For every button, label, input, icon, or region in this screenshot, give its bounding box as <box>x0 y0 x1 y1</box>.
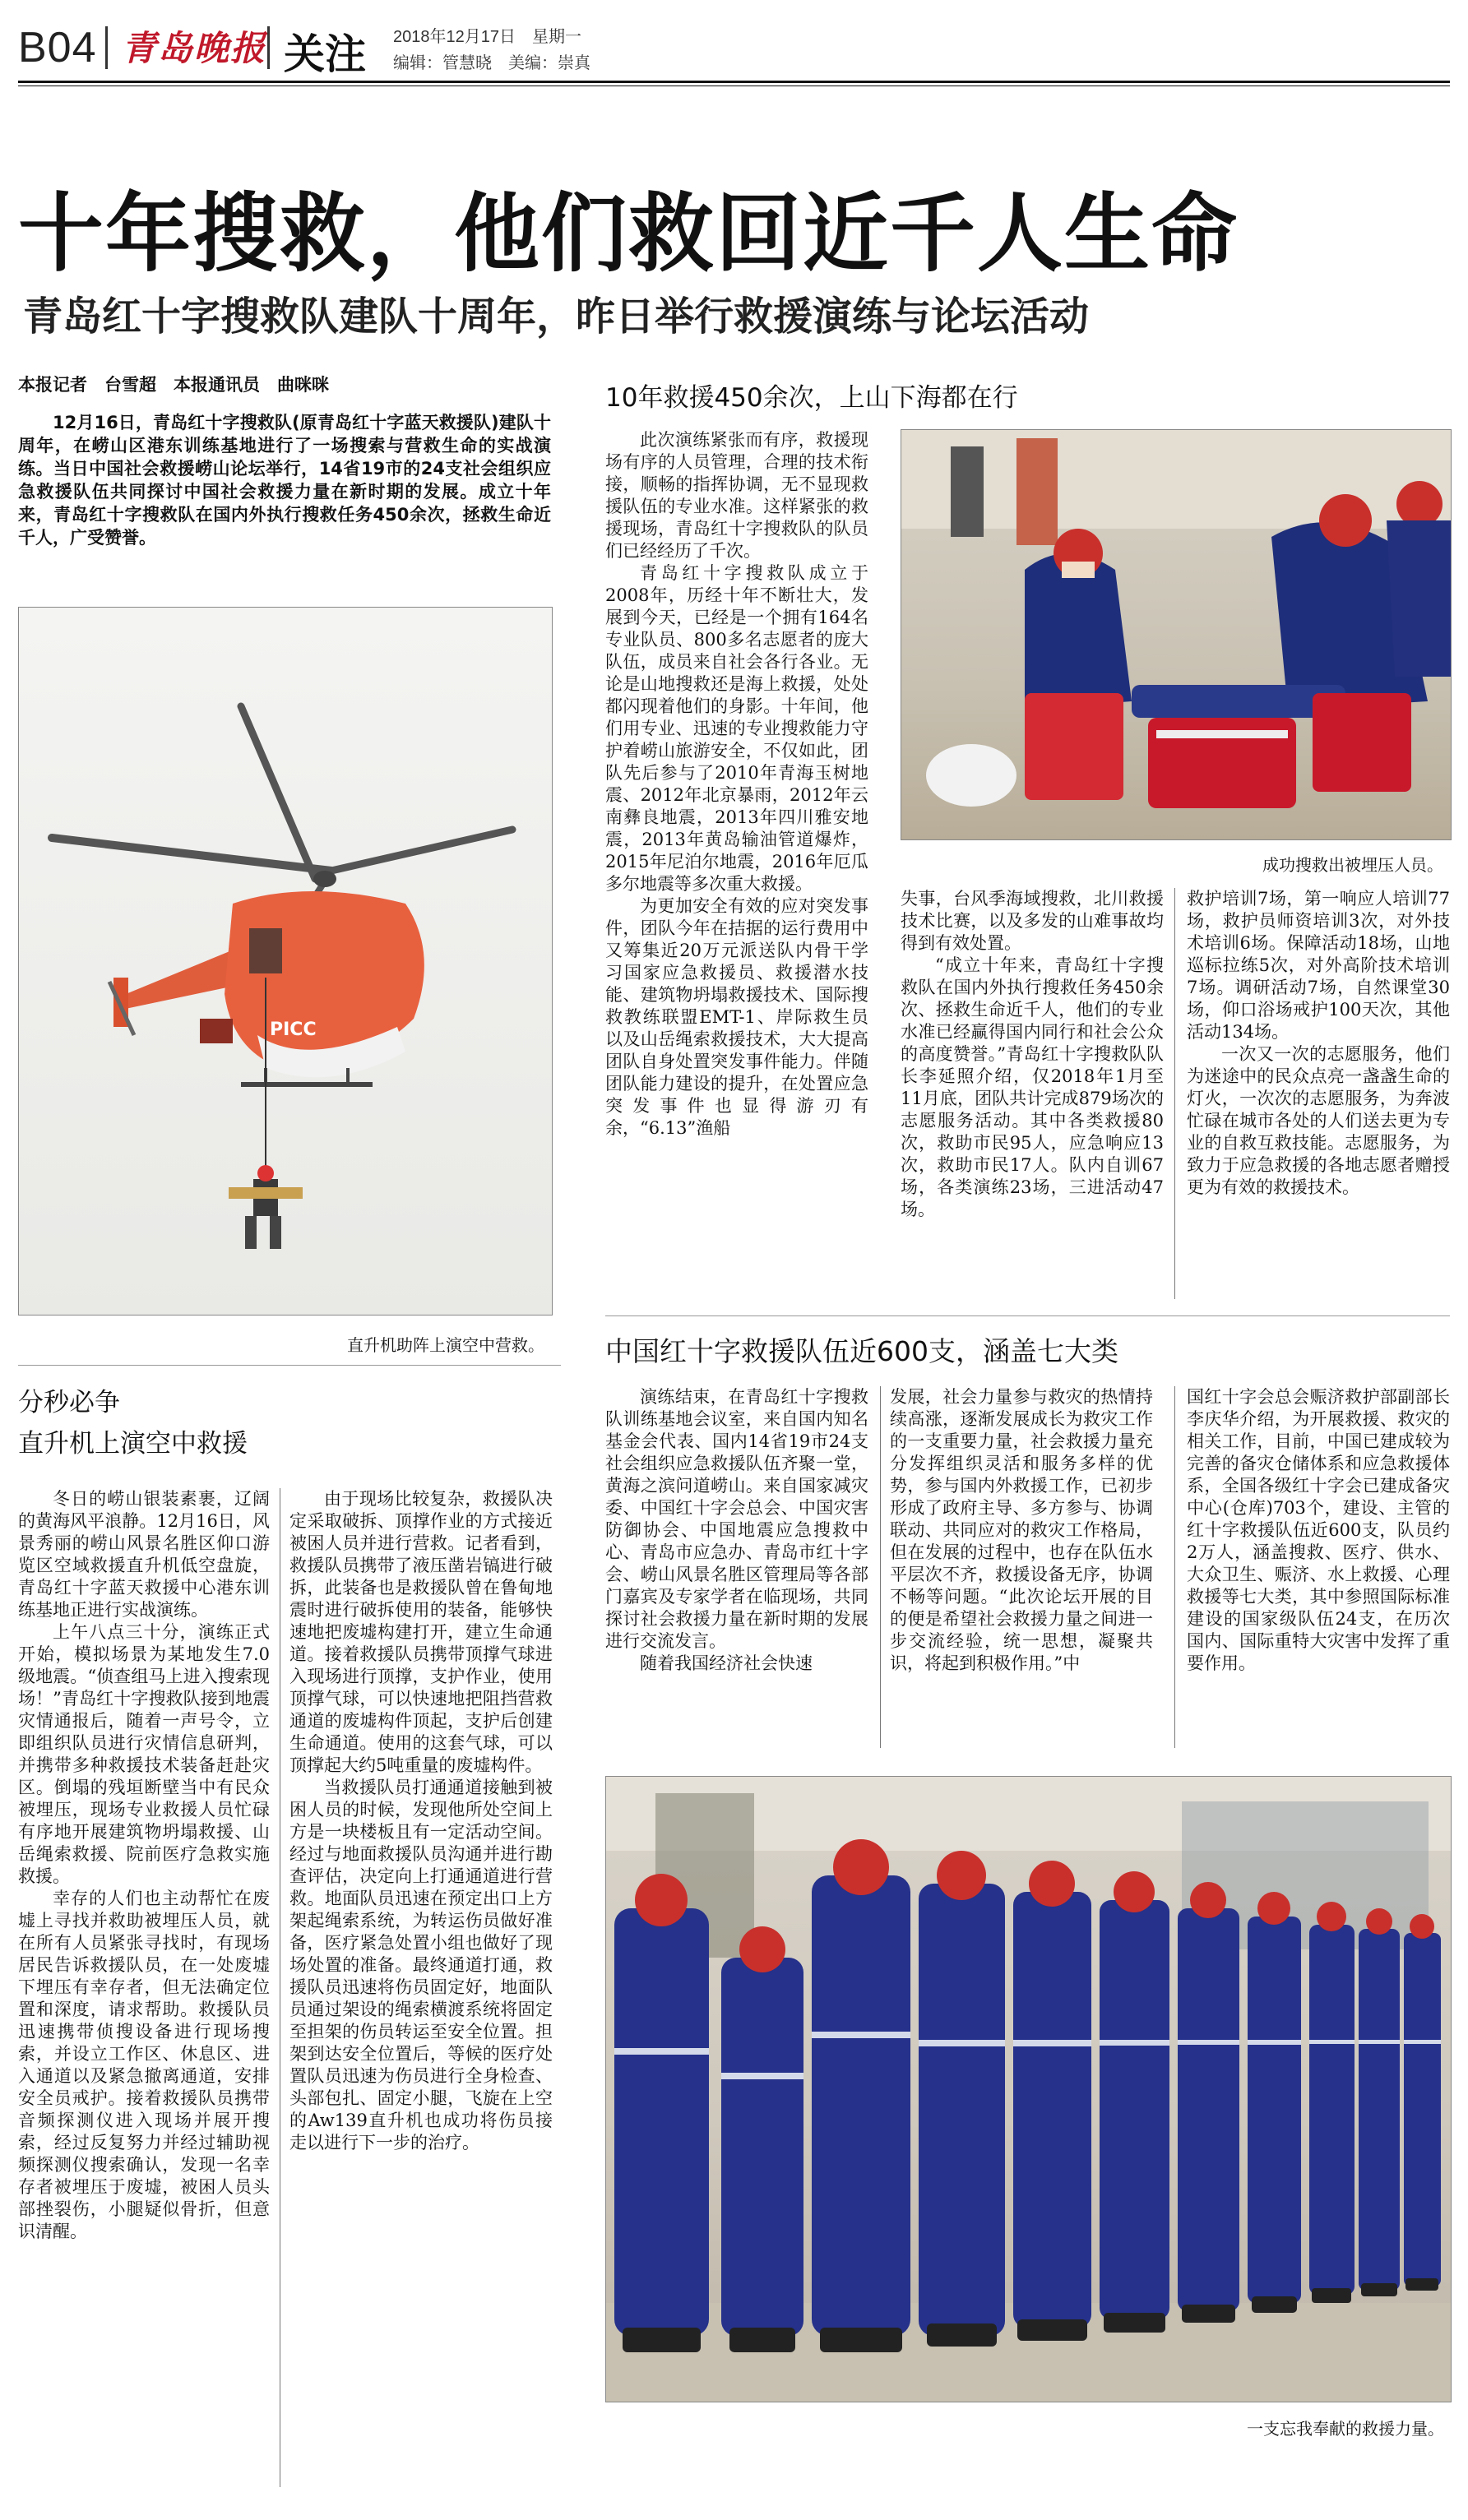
masthead-logo: 青岛晚报 <box>122 28 267 68</box>
paragraph: 一次又一次的志愿服务，他们为迷途中的民众点亮一盏盏生命的灯火，一次次的志愿服务，为奔波忙碌在城市各处的人们送去更为专业的自救互救技能。志愿服务，为致力于应急救援的各地志愿者赠授更为有效的救援技术。 <box>1187 1044 1450 1197</box>
section-rule <box>605 1315 1450 1316</box>
section3-column-3 <box>1187 1386 1450 1675</box>
section3-column-2 <box>890 1386 1153 1675</box>
section2-column-1 <box>605 429 868 1140</box>
paragraph: 上午八点三十分，演练正式开始，模拟场景为某地发生7.0级地震。“侦查组马上进入搜索现场！”青岛红十字搜救队接到地震灾情通报后，随着一声号令，立即组织队员进行灾情信息研判，并携带多种救援技术装备赶赴灾区。倒塌的残垣断壁当中有民众被埋压，现场专业救援人员忙碌有序地开展建筑物坍塌救援、山岳绳索救援、院前医疗急救实施救援。 <box>18 1622 270 1886</box>
paragraph: 青岛红十字搜救队成立于2008年，历经十年不断壮大，发展到今天，已经是一个拥有164名专业队员、800多名志愿者的庞大队伍，成员来自社会各行各业。无论是山地搜救还是海上救援，处处都闪现着他们的身影。十年间，他们用专业、迅速的专业搜救能力守护着崂山旅游安全，不仅如此，团队先后参与了2010年青海玉树地震、2012年北京暴雨，2012年云南彝良地震，2013年四川雅安地震，2013年黄岛输油管道爆炸，2015年尼泊尔地震，2016年厄瓜多尔地震等多次重大救援。 <box>605 563 868 894</box>
section2-column-3 <box>1187 888 1450 1199</box>
heli-marking: PICC <box>270 1020 317 1040</box>
paragraph: 随着我国经济社会快速 <box>640 1653 813 1673</box>
issue-date: 2018年12月17日 星期一 <box>393 28 581 46</box>
section-title-teams: 中国红十字救援队伍近600支，涵盖七大类 <box>605 1335 1118 1367</box>
paragraph: 此次演练紧张而有序，救援现场有序的人员管理，合理的技术衔接，顺畅的指挥协调，无不显现救援队伍的专业水准。这样紧张的救援现场，青岛红十字搜救队的队员们已经经历了千次。 <box>605 430 868 561</box>
paragraph: 由于现场比较复杂，救援队决定采取破拆、顶撑作业的方式接近被困人员并进行营救。记者看到，救援队员携带了液压凿岩镐进行破拆，此装备也是救援队曾在鲁甸地震时进行破拆使用的装备，能够快速地把废墟构建打开，建立生命通道。接着救援队员携带顶撑气球进入现场进行顶撑，支护作业，使用顶撑气球，可以快速地把阻挡营救通道的废墟构件顶起，支护后创建生命通道。使用的这套气球，可以顶撑起大约5吨重量的废墟构件。 <box>289 1489 553 1775</box>
team-illustration <box>606 1777 1451 2402</box>
rescue-photo <box>901 429 1452 840</box>
section-title-rescues: 10年救援450余次，上山下海都在行 <box>605 383 1018 413</box>
header-rule <box>18 81 1450 83</box>
section3-column-1 <box>605 1386 868 1675</box>
paragraph: 当救援队员打通通道接触到被困人员的时候，发现他所处空间上方是一块楼板且有一定活动空间。经过与地面救援队员沟通并进行勘查评估，决定向上打通通道进行营救。地面队员迅速在预定出口上方架起绳索系统，为转运伤员做好准备，医疗紧急处置小组也做好了现场处置的准备。最终通道打通，救援队员迅速将伤员固定好，地面队员通过架设的绳索横渡系统将固定至担架的伤员转运至安全位置。担架到达安全位置后，等候的医疗处置队员迅速为伤员进行全身检查、头部包扎、固定小腿，飞旋在上空的Aw139直升机也成功将伤员接走以进行下一步的治疗。 <box>289 1778 553 2152</box>
rescue-illustration <box>901 430 1451 839</box>
paragraph: 冬日的崂山银装素裹，辽阔的黄海风平浪静。12月16日，风景秀丽的崂山风景名胜区仰口游览区空域救援直升机低空盘旋，青岛红十字蓝天救援中心港东训练基地正进行实战演练。 <box>18 1489 270 1620</box>
section1-column-1 <box>18 1488 270 2243</box>
section-title-line-2: 直升机上演空中救援 <box>18 1429 248 1459</box>
team-photo <box>605 1776 1452 2402</box>
section2-column-2 <box>901 888 1164 1221</box>
header-divider <box>267 26 270 69</box>
column-divider <box>1174 888 1175 1299</box>
paragraph: 发展，社会力量参与救灾的热情持续高涨，逐渐发展成长为救灾工作的一支重要力量，社会救援力量充分发挥组织灵活和服务多样的优势，参与国内外救援工作，已初步形成了政府主导、多方参与、协调联动、共同应对的救灾工作格局，但在发展的过程中，也存在队伍水平层次不齐，救援设备无序，协调不畅等问题。“此次论坛开展的目的便是希望社会救援力量之间进一步交流经验，统一思想，凝聚共识，将起到积极作用。”中 <box>890 1387 1153 1673</box>
header-divider <box>105 26 108 69</box>
helicopter-illustration <box>19 608 552 1315</box>
paragraph: 救护培训7场，第一响应人培训77场，救护员师资培训3次，对外技术培训6场。保障活动18场，山地巡标拉练5次，对外高阶技术培训7场。调研活动7场，自然课堂30场，仰口浴场戒护100天次，其他活动134场。 <box>1187 889 1450 1042</box>
paragraph: “成立十年来，青岛红十字搜救队在国内外执行搜救任务450余次、拯救生命近千人，他们的专业水准已经赢得国内同行和社会公众的高度赞誉。”青岛红十字搜救队队长李延照介绍，仅2018年1月至11月底，团队共计完成879场次的志愿服务活动。其中各类救援80次，救助市民95人，应急响应13次，救助市民17人。队内自训67场，各类演练23场，三进活动47场。 <box>901 955 1164 1219</box>
section-name: 关注 <box>284 30 366 78</box>
paragraph: 演练结束，在青岛红十字搜救队训练基地会议室，来自国内知名基金会代表、国内14省19市24支社会组织应急救援队伍齐聚一堂，黄海之滨问道崂山。来自国家减灾委、中国红十字会总会、中国灾害防御协会、中国地震应急搜救中心、青岛市应急办、青岛市红十字会、崂山风景名胜区管理局等各部门嘉宾及专家学者在临现场，共同探讨社会救援力量在新时期的发展进行交流发言。 <box>605 1387 868 1651</box>
paragraph: 国红十字会总会赈济救护部副部长李庆华介绍，为开展救援、救灾的相关工作，目前，中国已建成较为完善的备灾仓储体系和应急救援体系，全国各级红十字会已建成备灾中心(仓库)703个，建设、主管的红十字救援队伍近600支，队员约2万人，涵盖搜救、医疗、供水、大众卫生、赈济、水上救援、心理救援等七大类，其中参照国际标准建设的国家级队伍24支，在历次国内、国际重特大灾害中发挥了重要作用。 <box>1187 1387 1450 1673</box>
helicopter-photo <box>18 607 553 1315</box>
section-title-line-1: 分秒必争 <box>18 1388 120 1417</box>
page-number: B04 <box>18 24 97 72</box>
subheadline: 青岛红十字搜救队建队十周年，昨日举行救援演练与论坛活动 <box>23 294 1090 340</box>
column-divider <box>880 1386 881 1748</box>
helicopter-caption: 直升机助阵上演空中营救。 <box>347 1335 544 1355</box>
paragraph: 失事，台风季海域搜救，北川救援技术比赛，以及多发的山难事故均得到有效处置。 <box>901 889 1164 953</box>
rescue-caption: 成功搜救出被埋压人员。 <box>1262 855 1443 875</box>
editor-credits: 编辑：管慧晓 美编：崇真 <box>393 54 590 72</box>
team-caption: 一支忘我奉献的救援力量。 <box>1247 2419 1444 2439</box>
section-rule <box>18 1365 561 1366</box>
headline: 十年搜救，他们救回近千人生命 <box>18 183 1239 284</box>
lead-paragraph: 12月16日，青岛红十字搜救队(原青岛红十字蓝天救援队)建队十周年，在崂山区港东训练基地进行了一场搜索与营救生命的实战演练。当日中国社会救援崂山论坛举行，14省19市的24支社会组织应急救援队伍共同探讨中国社会救援力量在新时期的发展。成立十年来，青岛红十字搜救队在国内外执行搜救任务450余次，拯救生命近千人，广受赞誉。 <box>18 413 551 548</box>
paragraph: 幸存的人们也主动帮忙在废墟上寻找并救助被埋压人员，就在所有人员紧张寻找时，有现场居民告诉救援队员，在一处废墟下埋压有幸存者，但无法确定位置和深度，请求帮助。救援队员迅速携带侦搜设备进行现场搜索，并设立工作区、休息区、进入通道以及紧急撤离通道，安排安全员戒护。接着救援队员携带音频探测仪进入现场并展开搜索，经过反复努力并经过辅助视频探测仪搜索确认，发现一名幸存者被埋压于废墟，被困人员头部挫裂伤，小腿疑似骨折，但意识清醒。 <box>18 1889 270 2241</box>
column-divider <box>1174 1386 1175 1748</box>
section1-column-2 <box>289 1488 553 2154</box>
byline: 本报记者 台雪超 本报通讯员 曲咪咪 <box>18 375 329 395</box>
paragraph: 为更加安全有效的应对突发事件，团队今年在拮据的运行费用中又筹集近20万元派送队内骨干学习国家应急救援员、救援潜水技能、建筑物坍塌救援技术、国际搜救教练联盟EMT-1、岸际救生员以及山岳绳索救援技术，大大提高团队自身处置突发事件能力。伴随团队能力建设的提升，在处置应急突发事件也显得游刃有余，“6.13”渔船 <box>605 896 868 1138</box>
